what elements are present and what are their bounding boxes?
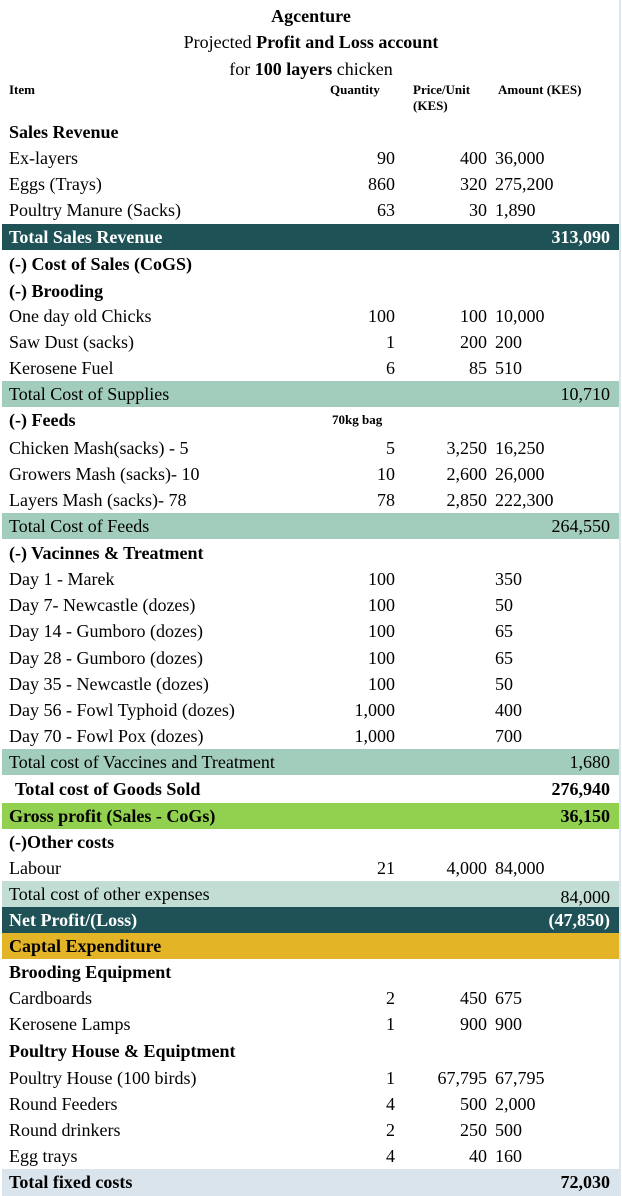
total-value: 276,940 xyxy=(551,779,610,799)
total-value: 36,150 xyxy=(560,806,610,826)
total-cogs-row xyxy=(2,776,619,802)
amount: 200 xyxy=(495,332,522,352)
scope-prefix: for xyxy=(229,59,255,79)
quantity: 100 xyxy=(368,674,395,694)
capex-header-row xyxy=(2,933,619,959)
price: 50 xyxy=(495,674,513,694)
table-row xyxy=(2,671,619,697)
amount: 36,000 xyxy=(495,148,545,168)
total-other-expenses-row xyxy=(2,881,619,907)
price: 400 xyxy=(495,700,522,720)
total-value: (47,850) xyxy=(548,910,610,930)
price: 50 xyxy=(495,595,513,615)
net-profit-row xyxy=(2,907,619,933)
item-label: Egg trays xyxy=(9,1146,78,1166)
total-label: Total fixed costs xyxy=(9,1172,133,1192)
item-label: Layers Mash (sacks)- 78 xyxy=(9,490,187,510)
total-label: Total Sales Revenue xyxy=(9,227,163,247)
item-label: Day 7- Newcastle (dozes) xyxy=(9,595,196,615)
price: 85 xyxy=(469,358,487,378)
subsection-title: Brooding Equipment xyxy=(9,962,172,982)
amount: 275,200 xyxy=(495,174,554,194)
table-row xyxy=(2,1143,619,1169)
table-row xyxy=(2,566,619,592)
total-value: 1,680 xyxy=(569,752,610,772)
amount: 500 xyxy=(495,1120,522,1140)
amount: 67,795 xyxy=(495,1068,545,1088)
subsection-poultry-house xyxy=(2,1038,619,1064)
table-row xyxy=(2,487,619,513)
quantity: 4 xyxy=(386,1146,395,1166)
price: 100 xyxy=(460,306,487,326)
item-label: Labour xyxy=(9,858,61,878)
table-row xyxy=(2,355,619,381)
subsection-title: (-) Feeds xyxy=(9,410,76,430)
item-label: Round Feeders xyxy=(9,1094,118,1114)
section-title: (-) Cost of Sales (CoGS) xyxy=(9,254,192,274)
price: 67,795 xyxy=(437,1068,487,1088)
table-row xyxy=(2,197,619,223)
price: 900 xyxy=(460,1014,487,1034)
quantity: 1 xyxy=(386,332,395,352)
subsection-title: (-) Vacinnes & Treatment xyxy=(9,543,204,563)
price: 2,600 xyxy=(446,464,487,484)
price: 3,250 xyxy=(446,438,487,458)
table-row xyxy=(2,645,619,671)
table-row xyxy=(2,697,619,723)
total-value: 84,000 xyxy=(560,887,610,907)
item-label: One day old Chicks xyxy=(9,306,152,326)
item-label: Day 35 - Newcastle (dozes) xyxy=(9,674,209,694)
subtitle-bold: Profit and Loss account xyxy=(256,32,439,52)
item-label: Poultry Manure (Sacks) xyxy=(9,200,181,220)
price: 2,850 xyxy=(446,490,487,510)
table-row xyxy=(2,435,619,461)
table-row xyxy=(2,303,619,329)
total-value: 72,030 xyxy=(560,1172,610,1192)
total-value: 10,710 xyxy=(560,384,610,404)
total-value: 264,550 xyxy=(551,516,610,536)
quantity: 2 xyxy=(386,988,395,1008)
item-label: Poultry House (100 birds) xyxy=(9,1068,197,1088)
section-title: Sales Revenue xyxy=(9,122,119,142)
total-label: Total cost of Goods Sold xyxy=(15,779,201,799)
col-header-price-line2: (KES) xyxy=(413,98,448,113)
unit-note: 70kg bag xyxy=(332,412,383,427)
amount: 510 xyxy=(495,358,522,378)
amount: 1,890 xyxy=(495,200,536,220)
subsection-feeds xyxy=(2,407,619,433)
total-label: Total Cost of Feeds xyxy=(9,516,150,536)
amount: 2,000 xyxy=(495,1094,536,1114)
table-row xyxy=(2,1091,619,1117)
price: 65 xyxy=(495,621,513,641)
total-sales-revenue-row xyxy=(2,224,619,250)
total-cost-of-vaccines-row xyxy=(2,749,619,775)
price: 400 xyxy=(460,148,487,168)
item-label: Cardboards xyxy=(9,988,92,1008)
item-label: Kerosene Lamps xyxy=(9,1014,131,1034)
amount: 16,250 xyxy=(495,438,545,458)
quantity: 1,000 xyxy=(354,700,395,720)
table-row xyxy=(2,985,619,1011)
subsection-brooding xyxy=(2,278,619,304)
quantity: 10 xyxy=(377,464,395,484)
section-title: (-)Other costs xyxy=(9,832,115,852)
price: 30 xyxy=(469,200,487,220)
quantity: 1 xyxy=(386,1068,395,1088)
item-label: Chicken Mash(sacks) - 5 xyxy=(9,438,189,458)
total-label: Net Profit/(Loss) xyxy=(9,910,138,930)
col-header-amount: Amount (KES) xyxy=(498,82,582,97)
amount: 10,000 xyxy=(495,306,545,326)
quantity: 5 xyxy=(386,438,395,458)
page-edge xyxy=(619,0,621,1196)
scope-suffix: chicken xyxy=(332,59,393,79)
section-other-costs xyxy=(2,829,619,855)
table-row xyxy=(2,855,619,881)
company-name: Agcenture xyxy=(271,6,351,26)
amount: 26,000 xyxy=(495,464,545,484)
amount: 222,300 xyxy=(495,490,554,510)
table-row xyxy=(2,592,619,618)
price: 4,000 xyxy=(446,858,487,878)
subsection-title: Poultry House & Equiptment xyxy=(9,1041,236,1061)
section-cogs xyxy=(2,251,619,277)
amount: 900 xyxy=(495,1014,522,1034)
section-sales-revenue xyxy=(2,119,619,145)
item-label: Day 1 - Marek xyxy=(9,569,115,589)
subtitle-prefix: Projected xyxy=(183,32,257,52)
table-row xyxy=(2,329,619,355)
quantity: 1 xyxy=(386,1014,395,1034)
col-header-quantity: Quantity xyxy=(330,82,380,97)
total-label: Total cost of Vaccines and Treatment xyxy=(9,752,275,772)
price: 320 xyxy=(460,174,487,194)
item-label: Day 14 - Gumboro (dozes) xyxy=(9,621,203,641)
item-label: Ex-layers xyxy=(9,148,78,168)
quantity: 100 xyxy=(368,648,395,668)
item-label: Day 28 - Gumboro (dozes) xyxy=(9,648,203,668)
quantity: 63 xyxy=(377,200,395,220)
total-cost-of-supplies-row xyxy=(2,381,619,407)
table-row xyxy=(2,1011,619,1037)
subsection-title: (-) Brooding xyxy=(9,281,104,301)
price: 350 xyxy=(495,569,522,589)
quantity: 90 xyxy=(377,148,395,168)
total-value: 313,090 xyxy=(551,227,610,247)
item-label: Day 70 - Fowl Pox (dozes) xyxy=(9,726,204,746)
price: 40 xyxy=(469,1146,487,1166)
price: 450 xyxy=(460,988,487,1008)
quantity: 100 xyxy=(368,621,395,641)
quantity: 100 xyxy=(368,569,395,589)
section-title: Captal Expenditure xyxy=(9,936,162,956)
item-label: Growers Mash (sacks)- 10 xyxy=(9,464,200,484)
price: 250 xyxy=(460,1120,487,1140)
total-cost-of-feeds-row xyxy=(2,513,619,539)
item-label: Eggs (Trays) xyxy=(9,174,102,194)
item-label: Saw Dust (sacks) xyxy=(9,332,134,352)
amount: 675 xyxy=(495,988,522,1008)
col-header-item: Item xyxy=(9,82,35,97)
report-scope xyxy=(0,56,622,82)
total-fixed-costs-row xyxy=(2,1169,619,1196)
table-row xyxy=(2,1065,619,1091)
amount: 84,000 xyxy=(495,858,545,878)
item-label: Kerosene Fuel xyxy=(9,358,114,378)
price: 500 xyxy=(460,1094,487,1114)
table-row xyxy=(2,145,619,171)
total-label: Total Cost of Supplies xyxy=(9,384,170,404)
quantity: 21 xyxy=(377,858,395,878)
quantity: 100 xyxy=(368,306,395,326)
price: 65 xyxy=(495,648,513,668)
table-row xyxy=(2,1117,619,1143)
report-subtitle xyxy=(0,29,622,55)
table-row xyxy=(2,723,619,749)
gross-profit-row xyxy=(2,803,619,829)
subsection-brooding-equipment xyxy=(2,959,619,985)
item-label: Day 56 - Fowl Typhoid (dozes) xyxy=(9,700,235,720)
total-label: Total cost of other expenses xyxy=(9,884,210,904)
table-row xyxy=(2,461,619,487)
price: 200 xyxy=(460,332,487,352)
quantity: 2 xyxy=(386,1120,395,1140)
quantity: 4 xyxy=(386,1094,395,1114)
table-row xyxy=(2,618,619,644)
item-label: Round drinkers xyxy=(9,1120,121,1140)
quantity: 860 xyxy=(368,174,395,194)
subsection-vaccines xyxy=(2,540,619,566)
table-row xyxy=(2,171,619,197)
quantity: 1,000 xyxy=(354,726,395,746)
quantity: 6 xyxy=(386,358,395,378)
scope-bold: 100 layers xyxy=(254,59,333,79)
quantity: 100 xyxy=(368,595,395,615)
amount: 160 xyxy=(495,1146,522,1166)
col-header-price-line1: Price/Unit xyxy=(413,82,471,97)
price: 700 xyxy=(495,726,522,746)
quantity: 78 xyxy=(377,490,395,510)
col-header-price xyxy=(413,82,470,114)
total-label: Gross profit (Sales - CoGs) xyxy=(9,806,216,826)
